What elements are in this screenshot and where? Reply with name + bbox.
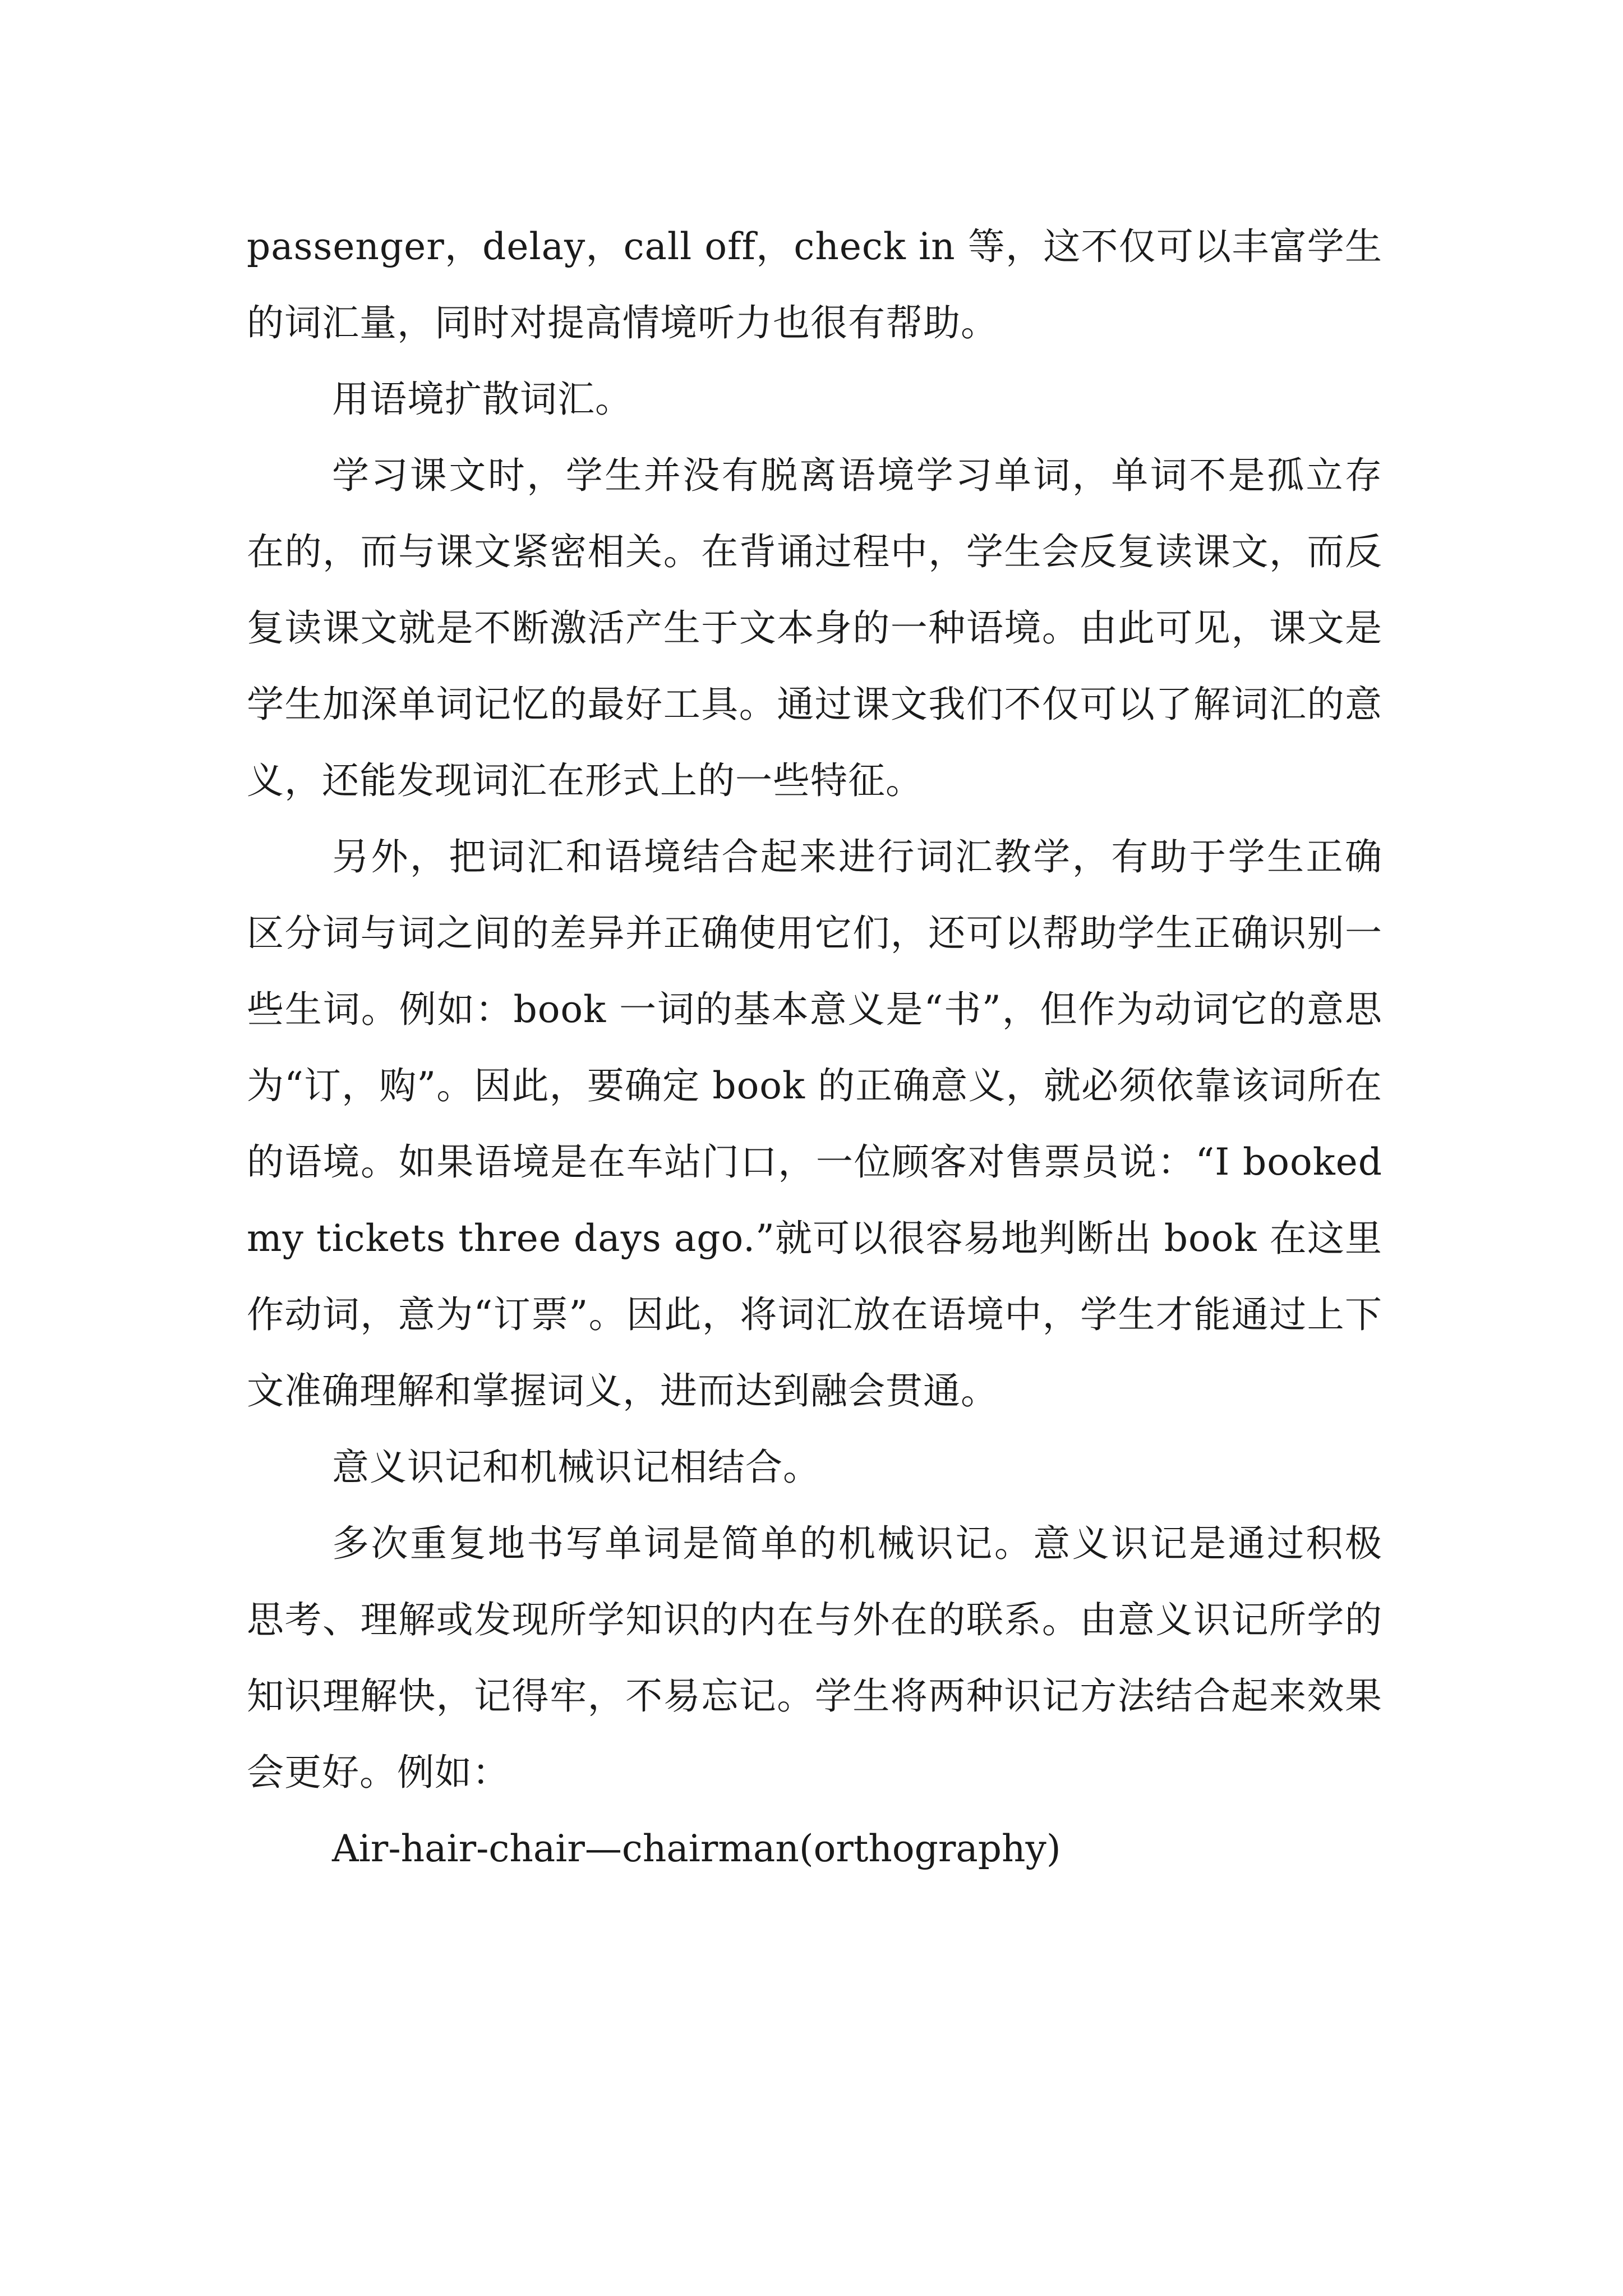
section-heading-memory: 意义识记和机械识记相结合。 [332, 1446, 820, 1489]
paragraph-book-example: 另外，把词汇和语境结合起来进行词汇教学，有助于学生正确区分词与词之间的差异并正确使用它们，还可以帮助学生正确识别一些生词。例如：book 一词的基本意义是“书”，但作为动词它的意思为“订，购”。因此，要确定 book 的正确意义，就必须依靠该词所在的语境。如果语境是在车站门口，一位顾客对售票员说：“I booked my tickets three days ago.”就可以很容易地判断出 book 在这里作动词，意为“订票”。因此，将词汇放在语境中，学生才能通过上下文准确理解和掌握词义，进而达到融会贯通。 [247, 835, 1382, 1412]
section-heading-context: 用语境扩散词汇。 [332, 378, 633, 421]
paragraph-continuation: passenger，delay，call off，check in 等，这不仅可以丰富学生的词汇量，同时对提高情境听力也很有帮助。 [247, 225, 1382, 344]
paragraph-memory-methods: 多次重复地书写单词是简单的机械识记。意义识记是通过积极思考、理解或发现所学知识的内在与外在的联系。由意义识记所学的知识理解快，记得牢，不易忘记。学生将两种识记方法结合起来效果会更好。例如： [247, 1522, 1382, 1794]
paragraph-context-learning: 学习课文时，学生并没有脱离语境学习单词，单词不是孤立存在的，而与课文紧密相关。在背诵过程中，学生会反复读课文，而反复读课文就是不断激活产生于文本身的一种语境。由此可见，课文是学生加深单词记忆的最好工具。通过课文我们不仅可以了解词汇的意义，还能发现词汇在形式上的一些特征。 [247, 454, 1382, 802]
example-word-chain: Air-hair-chair—chairman(orthography) [332, 1827, 1061, 1870]
document-body [247, 209, 1382, 1887]
